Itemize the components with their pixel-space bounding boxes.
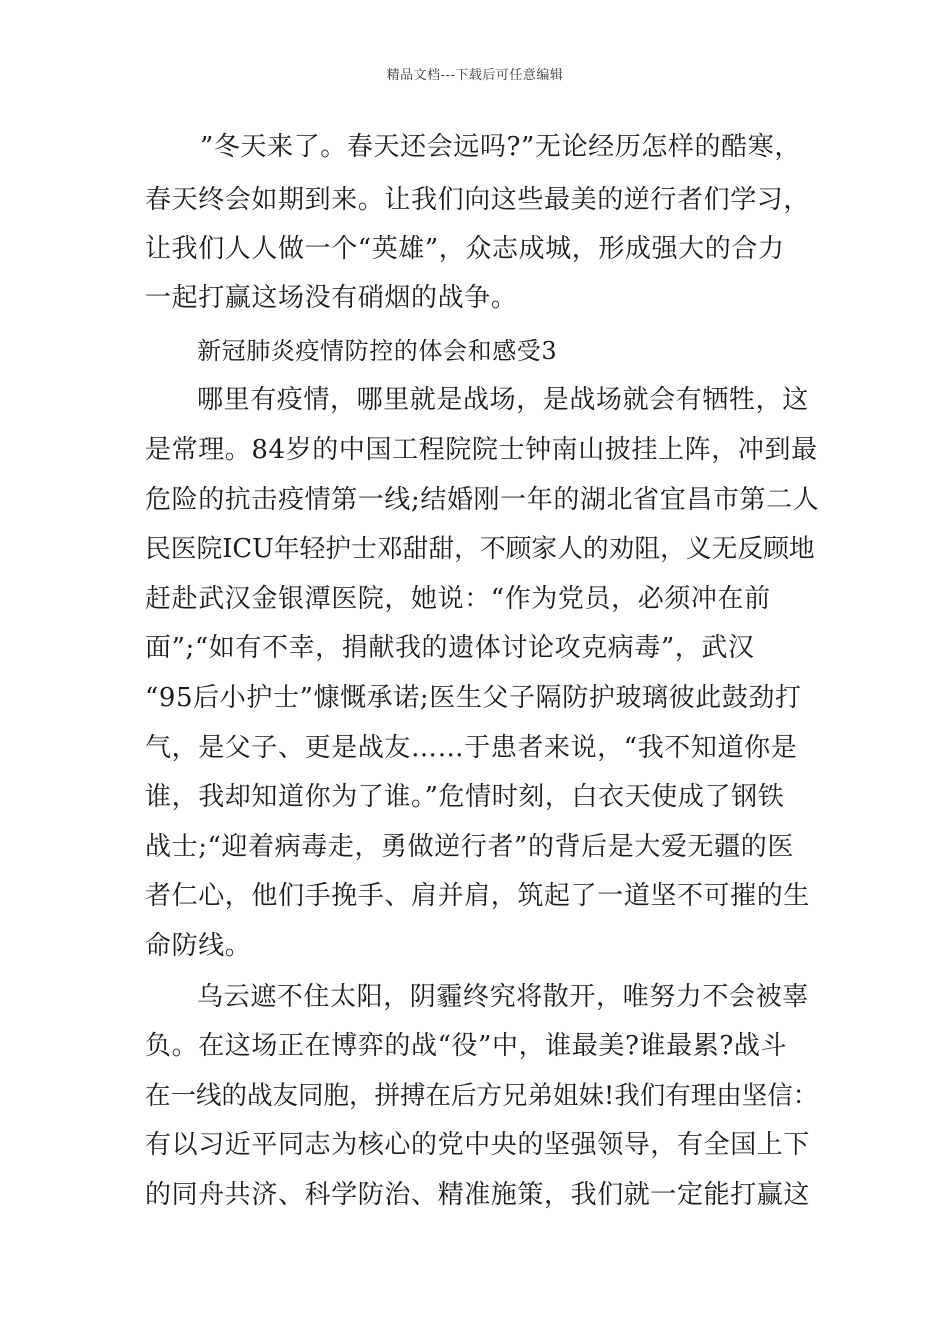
- text-line: 民医院ICU年轻护士邓甜甜，不顾家人的劝阻，义无反顾地: [145, 534, 815, 564]
- text-line: ”冬天来了。春天还会远吗?”无论经历怎样的酷寒，: [200, 132, 801, 162]
- text-line: 让我们人人做一个“英雄”，众志成城，形成强大的合力: [145, 234, 785, 264]
- text-line: 负。在这场正在博弈的战“役”中，谁最美?谁最累?战斗: [145, 1031, 788, 1061]
- text-line: 有以习近平同志为核心的党中央的坚强领导，有全国上下: [145, 1130, 811, 1160]
- text-line: 的同舟共济、科学防治、精准施策，我们就一定能打赢这: [145, 1180, 811, 1210]
- text-line: 命防线。: [145, 931, 252, 961]
- page-header: 精品文档---下载后可任意编辑: [386, 68, 564, 83]
- text-line: 一起打赢这场没有硝烟的战争。: [145, 283, 518, 313]
- text-line: 危险的抗击疫情第一线;结婚刚一年的湖北省宜昌市第二人: [145, 485, 820, 515]
- text-line: “95后小护士”慷慨承诺;医生父子隔防护玻璃彼此鼓劲打: [145, 683, 802, 713]
- text-line: 哪里有疫情，哪里就是战场，是战场就会有牺牲，这: [197, 385, 809, 415]
- text-line: 在一线的战友同胞，拼搏在后方兄弟姐妹!我们有理由坚信：: [145, 1081, 819, 1111]
- text-line: 者仁心，他们手挽手、肩并肩，筑起了一道坚不可摧的生: [145, 881, 811, 911]
- text-line: 春天终会如期到来。让我们向这些最美的逆行者们学习，: [145, 185, 811, 215]
- text-line: 气，是父子、更是战友……于患者来说，“我不知道你是: [145, 733, 798, 763]
- section-title: 新冠肺炎疫情防控的体会和感受3: [197, 337, 558, 365]
- text-line: 面”;“如有不幸，捐献我的遗体讨论攻克病毒”，武汉: [145, 633, 755, 663]
- text-line: 赶赴武汉金银潭医院，她说：“作为党员，必须冲在前: [145, 584, 771, 614]
- text-line: 乌云遮不住太阳，阴霾终究将散开，唯努力不会被辜: [197, 982, 809, 1012]
- text-line: 谁，我却知道你为了谁。”危情时刻，白衣天使成了钢铁: [145, 782, 785, 812]
- text-line: 是常理。84岁的中国工程院院士钟南山披挂上阵，冲到最: [145, 435, 818, 465]
- text-line: 战士;“迎着病毒走，勇做逆行者”的背后是大爱无疆的医: [145, 832, 794, 862]
